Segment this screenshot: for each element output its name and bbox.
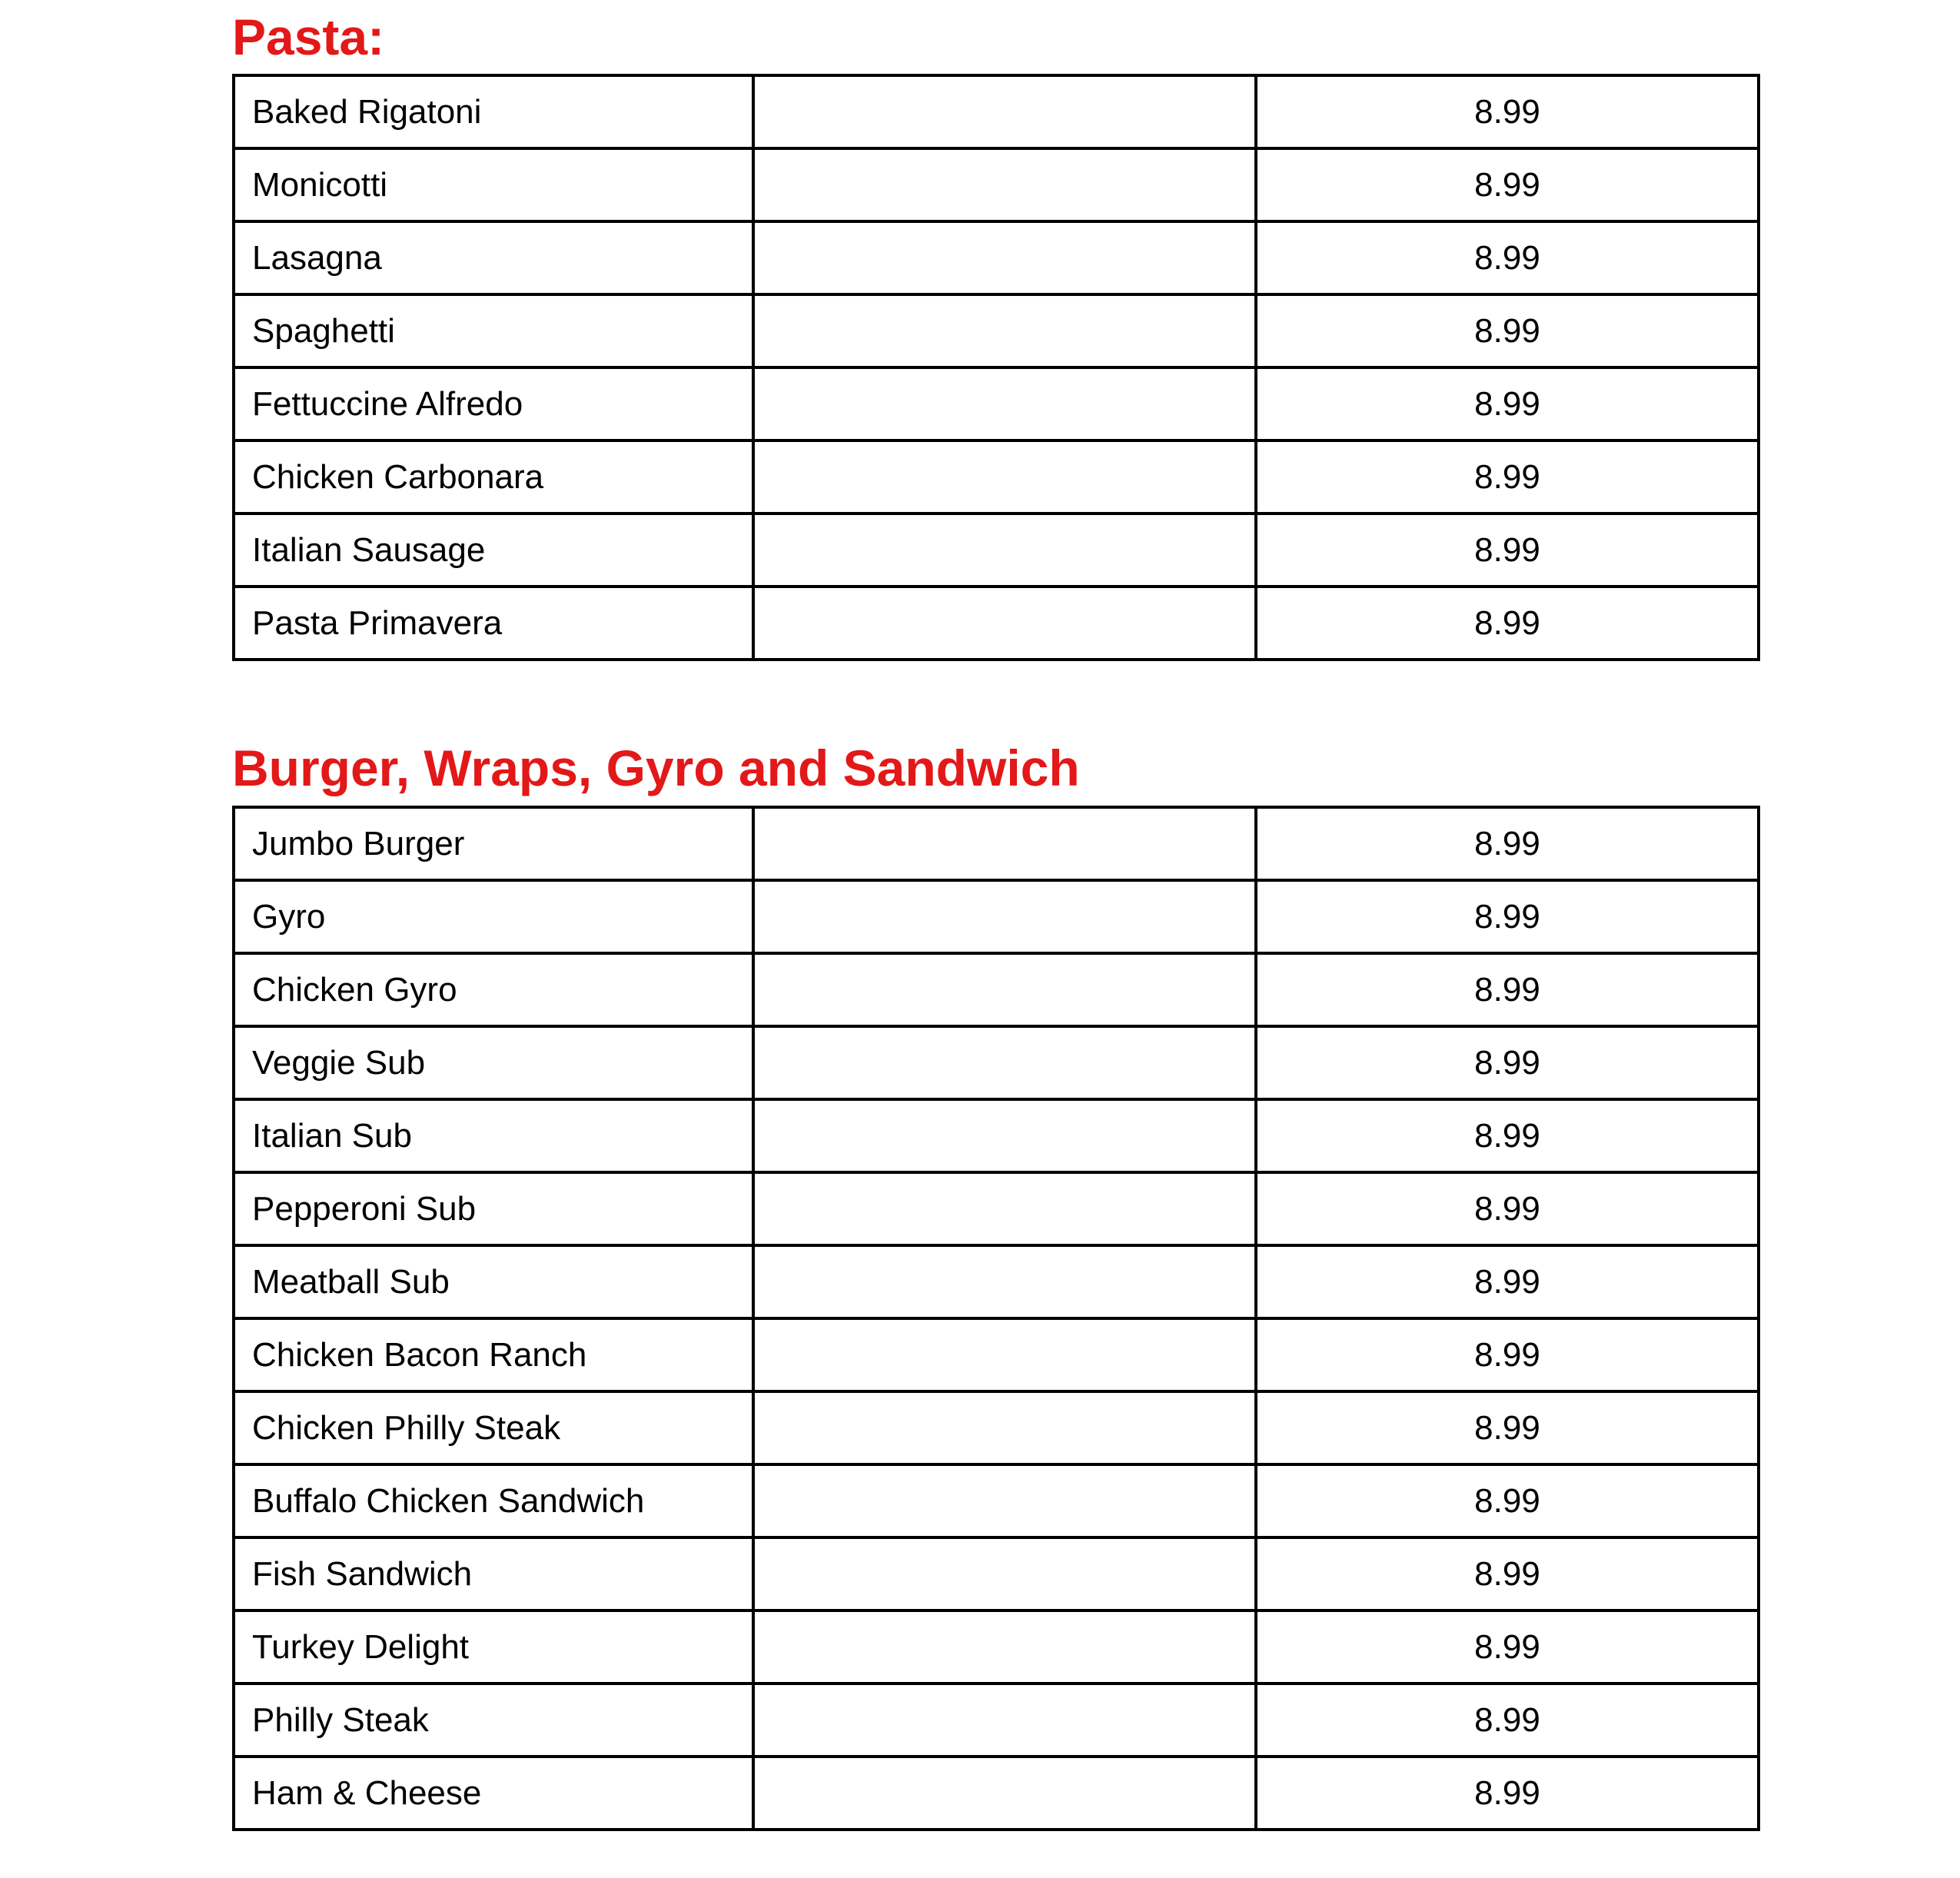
blank-cell: [753, 1757, 1256, 1830]
blank-cell: [753, 953, 1256, 1026]
item-price: 8.99: [1256, 1245, 1759, 1318]
item-price: 8.99: [1256, 367, 1759, 440]
item-name: Buffalo Chicken Sandwich: [234, 1464, 753, 1537]
item-price: 8.99: [1256, 953, 1759, 1026]
item-price: 8.99: [1256, 1026, 1759, 1099]
item-name: Italian Sub: [234, 1099, 753, 1172]
item-name: Gyro: [234, 880, 753, 953]
table-row: [234, 1172, 1759, 1245]
item-price: 8.99: [1256, 880, 1759, 953]
item-name: Italian Sausage: [234, 514, 753, 587]
item-name: Meatball Sub: [234, 1245, 753, 1318]
item-name: Pasta Primavera: [234, 587, 753, 660]
item-name: Monicotti: [234, 148, 753, 221]
item-name: Lasagna: [234, 221, 753, 294]
item-name: Fettuccine Alfredo: [234, 367, 753, 440]
table-row: [234, 953, 1759, 1026]
item-name: Pepperoni Sub: [234, 1172, 753, 1245]
item-name: Spaghetti: [234, 294, 753, 367]
blank-cell: [753, 148, 1256, 221]
table-row: [234, 1684, 1759, 1757]
table-row: [234, 587, 1759, 660]
item-price: 8.99: [1256, 1757, 1759, 1830]
table-row: [234, 807, 1759, 880]
table-row: [234, 880, 1759, 953]
item-name: Chicken Gyro: [234, 953, 753, 1026]
blank-cell: [753, 367, 1256, 440]
table-row: [234, 221, 1759, 294]
item-price: 8.99: [1256, 807, 1759, 880]
item-price: 8.99: [1256, 75, 1759, 148]
blank-cell: [753, 1537, 1256, 1610]
item-price: 8.99: [1256, 1684, 1759, 1757]
blank-cell: [753, 440, 1256, 514]
item-price: 8.99: [1256, 587, 1759, 660]
blank-cell: [753, 1318, 1256, 1391]
item-price: 8.99: [1256, 1464, 1759, 1537]
item-price: 8.99: [1256, 1391, 1759, 1464]
table-row: [234, 75, 1759, 148]
table-row: [234, 294, 1759, 367]
blank-cell: [753, 1464, 1256, 1537]
item-name: Baked Rigatoni: [234, 75, 753, 148]
item-price: 8.99: [1256, 1172, 1759, 1245]
table-row: [234, 1757, 1759, 1830]
section-title: Pasta:: [232, 8, 385, 65]
item-name: Chicken Carbonara: [234, 440, 753, 514]
blank-cell: [753, 221, 1256, 294]
blank-cell: [753, 514, 1256, 587]
item-name: Turkey Delight: [234, 1610, 753, 1684]
item-price: 8.99: [1256, 148, 1759, 221]
table-row: [234, 440, 1759, 514]
item-price: 8.99: [1256, 440, 1759, 514]
blank-cell: [753, 1391, 1256, 1464]
blank-cell: [753, 294, 1256, 367]
item-name: Philly Steak: [234, 1684, 753, 1757]
item-name: Fish Sandwich: [234, 1537, 753, 1610]
item-price: 8.99: [1256, 1318, 1759, 1391]
table-row: [234, 1610, 1759, 1684]
item-price: 8.99: [1256, 1537, 1759, 1610]
table-row: [234, 514, 1759, 587]
item-name: Ham & Cheese: [234, 1757, 753, 1830]
blank-cell: [753, 587, 1256, 660]
pasta-menu-table: [232, 74, 1760, 661]
item-price: 8.99: [1256, 1610, 1759, 1684]
blank-cell: [753, 880, 1256, 953]
item-price: 8.99: [1256, 514, 1759, 587]
table-row: [234, 367, 1759, 440]
blank-cell: [753, 75, 1256, 148]
table-row: [234, 1391, 1759, 1464]
item-name: Veggie Sub: [234, 1026, 753, 1099]
table-row: [234, 1464, 1759, 1537]
table-row: [234, 1537, 1759, 1610]
section-title: Burger, Wraps, Gyro and Sandwich: [232, 740, 1080, 796]
blank-cell: [753, 1684, 1256, 1757]
table-row: [234, 1245, 1759, 1318]
item-name: Jumbo Burger: [234, 807, 753, 880]
item-price: 8.99: [1256, 294, 1759, 367]
blank-cell: [753, 1172, 1256, 1245]
table-row: [234, 1026, 1759, 1099]
blank-cell: [753, 1245, 1256, 1318]
blank-cell: [753, 1099, 1256, 1172]
table-row: [234, 1099, 1759, 1172]
item-price: 8.99: [1256, 221, 1759, 294]
item-price: 8.99: [1256, 1099, 1759, 1172]
blank-cell: [753, 1610, 1256, 1684]
item-name: Chicken Bacon Ranch: [234, 1318, 753, 1391]
blank-cell: [753, 807, 1256, 880]
table-row: [234, 1318, 1759, 1391]
item-name: Chicken Philly Steak: [234, 1391, 753, 1464]
table-row: [234, 148, 1759, 221]
blank-cell: [753, 1026, 1256, 1099]
sandwich-menu-table: [232, 806, 1760, 1831]
